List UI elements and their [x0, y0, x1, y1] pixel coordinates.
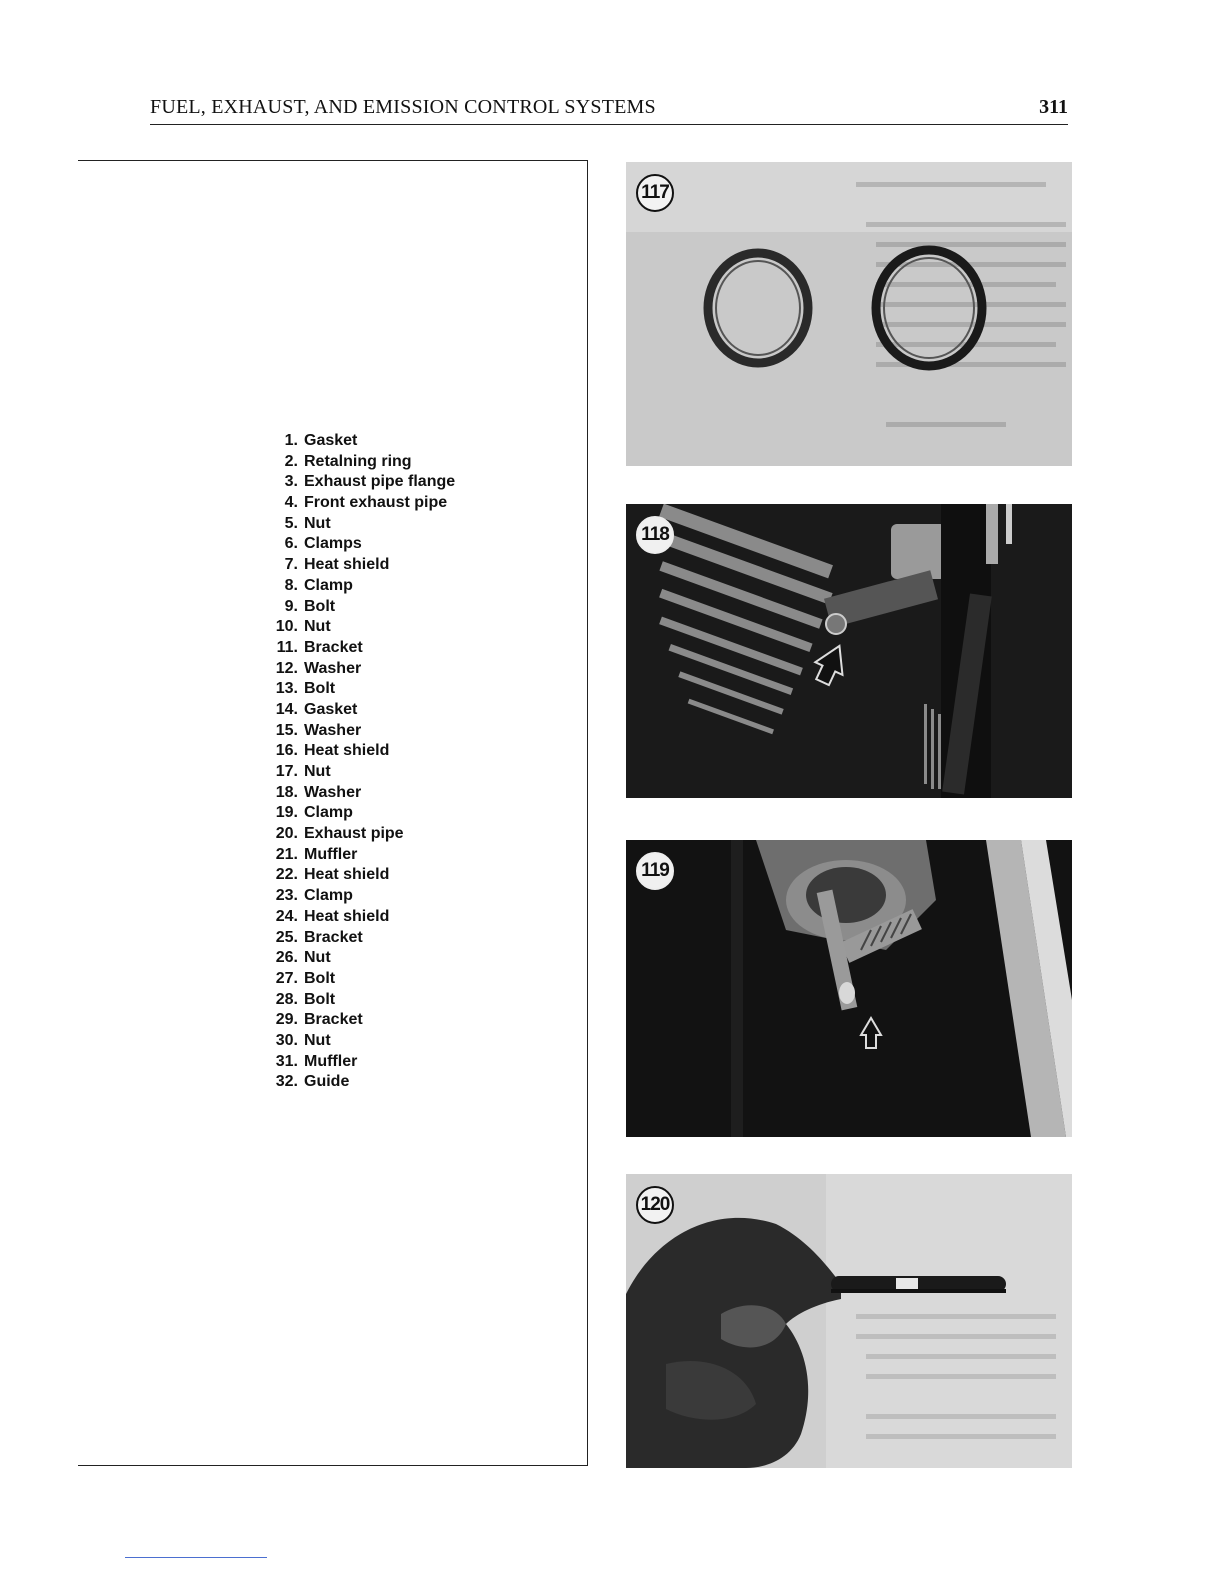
legend-item-label: Bolt	[304, 969, 336, 987]
hand-gasket-image	[626, 1174, 1072, 1468]
legend-item-number: 1.	[284, 432, 298, 449]
legend-item-label: Front exhaust pipe	[304, 494, 448, 512]
legend-item	[258, 948, 455, 969]
legend-item-number: 6.	[284, 535, 298, 553]
legend-item	[258, 928, 455, 949]
legend-item	[258, 845, 455, 866]
legend-item-label: Washer	[304, 721, 362, 739]
legend-item-number: 20.	[275, 825, 298, 843]
legend-item-label: Bracket	[304, 1011, 363, 1029]
legend-item-label: Gasket	[304, 700, 358, 718]
legend-item	[258, 803, 455, 824]
legend-item-number: 27.	[275, 969, 298, 987]
legend-item-label: Gasket	[304, 432, 358, 449]
legend-item	[258, 431, 455, 452]
legend-item	[258, 886, 455, 907]
legend-item	[258, 555, 455, 576]
legend-item-number: 24.	[275, 907, 298, 925]
legend-item-label: Heat shield	[304, 742, 390, 760]
legend-item-label: Retalning ring	[304, 452, 412, 470]
legend-item	[258, 576, 455, 597]
legend-item	[258, 1052, 455, 1073]
legend-item-label: Nut	[304, 1031, 331, 1049]
legend-item	[258, 452, 455, 473]
legend-item-label: Clamp	[304, 576, 353, 594]
legend-item-label: Clamp	[304, 887, 353, 905]
legend-item	[258, 1072, 455, 1093]
legend-item	[258, 969, 455, 990]
legend-item-label: Nut	[304, 618, 331, 636]
legend-item-number: 31.	[275, 1052, 298, 1070]
figure-number-badge: 120	[636, 1186, 674, 1224]
legend-item	[258, 721, 455, 742]
legend-item	[258, 762, 455, 783]
legend-item	[258, 783, 455, 804]
legend-item-number: 11.	[276, 638, 298, 656]
legend-item-number: 23.	[275, 887, 298, 905]
legend-item-number: 3.	[284, 473, 298, 491]
legend-item-number: 9.	[284, 597, 298, 615]
legend-item-number: 22.	[275, 866, 298, 884]
legend-item-number: 25.	[275, 928, 298, 946]
legend-item	[258, 514, 455, 535]
figure-number-badge: 117	[636, 174, 674, 212]
footer-rule	[125, 1557, 267, 1558]
figure-120-photo	[626, 1174, 1072, 1468]
legend-item-label: Heat shield	[304, 556, 390, 574]
legend-item-label: Heat shield	[304, 866, 390, 884]
legend-item-label: Washer	[304, 783, 362, 801]
legend-item-number: 10.	[275, 618, 298, 636]
legend-item-number: 26.	[275, 949, 298, 967]
legend-item-number: 8.	[284, 576, 298, 594]
legend-item-number: 28.	[275, 990, 298, 1008]
legend-item-number: 14.	[275, 700, 298, 718]
legend-item-number: 18.	[275, 783, 298, 801]
legend-item	[258, 1010, 455, 1031]
legend-item-label: Clamp	[304, 804, 353, 822]
legend-item	[258, 534, 455, 555]
legend-item-number: 17.	[275, 763, 298, 780]
legend-item-label: Exhaust pipe flange	[304, 473, 456, 491]
legend-item-number: 21.	[275, 845, 298, 863]
gasket-rings-image	[626, 162, 1072, 466]
clamp-bolt-image	[626, 840, 1072, 1137]
legend-item-label: Bolt	[304, 680, 336, 698]
legend-item-number: 32.	[275, 1073, 298, 1091]
legend-item	[258, 472, 455, 493]
legend-item	[258, 493, 455, 514]
legend-item-label: Heat shield	[304, 907, 390, 925]
legend-item-label: Muffler	[304, 845, 358, 863]
legend-item-number: 16.	[275, 742, 298, 760]
legend-item-number: 2.	[284, 452, 298, 470]
legend-item-label: Muffler	[304, 1052, 358, 1070]
legend-item-number: 4.	[284, 494, 298, 512]
legend-item-label: Bolt	[304, 597, 336, 615]
parts-legend-list	[258, 431, 455, 1093]
legend-item-number: 5.	[284, 514, 298, 532]
legend-item-label: Bolt	[304, 990, 336, 1008]
figure-117-photo	[626, 162, 1072, 466]
chapter-title: FUEL, EXHAUST, AND EMISSION CONTROL SYSTEMS	[150, 96, 656, 118]
legend-item-label: Clamps	[304, 535, 362, 553]
legend-item-label: Exhaust pipe	[304, 825, 404, 843]
page-number: 311	[1039, 96, 1068, 118]
legend-item	[258, 1031, 455, 1052]
legend-item	[258, 990, 455, 1011]
figure-118-photo	[626, 504, 1072, 798]
legend-item	[258, 617, 455, 638]
legend-item	[258, 638, 455, 659]
legend-item-label: Nut	[304, 763, 331, 780]
legend-item-label: Bracket	[304, 638, 363, 656]
engine-bolt-image	[626, 504, 1072, 798]
legend-item-number: 12.	[275, 659, 298, 677]
legend-item-number: 30.	[275, 1031, 298, 1049]
legend-item	[258, 907, 455, 928]
page-header	[150, 94, 1068, 125]
legend-item-label: Nut	[304, 514, 331, 532]
legend-item	[258, 824, 455, 845]
legend-item	[258, 597, 455, 618]
legend-item-number: 13.	[275, 680, 298, 698]
legend-item-number: 15.	[275, 721, 298, 739]
legend-item-number: 19.	[275, 804, 298, 822]
figure-119-photo	[626, 840, 1072, 1137]
legend-item	[258, 741, 455, 762]
legend-item-label: Nut	[304, 949, 331, 967]
legend-item	[258, 865, 455, 886]
parts-legend-box	[78, 160, 588, 1466]
legend-item-label: Washer	[304, 659, 362, 677]
legend-item	[258, 659, 455, 680]
legend-item	[258, 679, 455, 700]
legend-item	[258, 700, 455, 721]
legend-item-label: Bracket	[304, 928, 363, 946]
legend-item-label: Guide	[304, 1073, 350, 1091]
legend-item-number: 29.	[275, 1011, 298, 1029]
figure-number-badge: 118	[636, 516, 674, 554]
figure-number-badge: 119	[636, 852, 674, 890]
legend-item-number: 7.	[284, 556, 298, 574]
